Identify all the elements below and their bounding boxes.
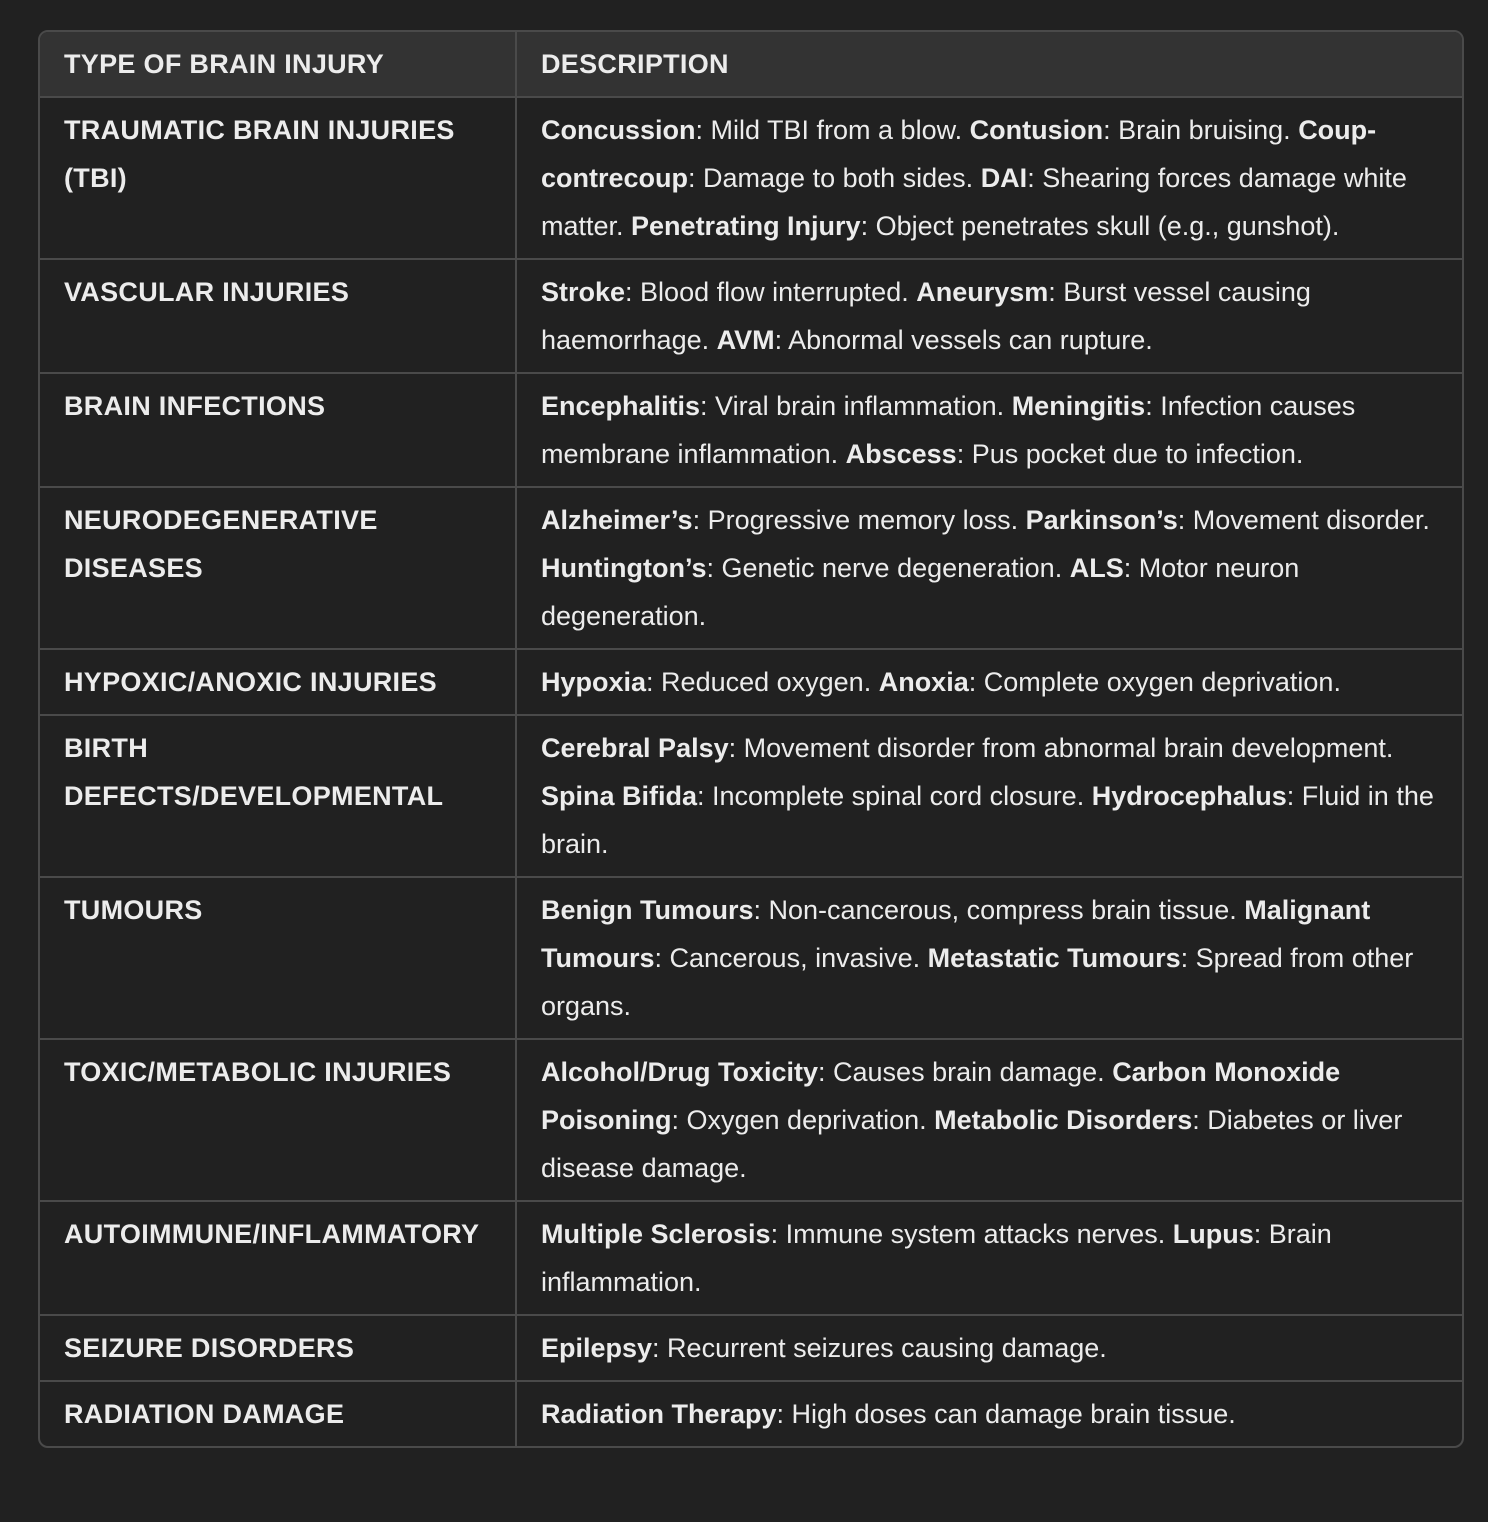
table-row xyxy=(40,715,1462,877)
condition-term: Alcohol/Drug Toxicity xyxy=(541,1057,819,1087)
table-row xyxy=(40,649,1462,715)
injury-type-cell: TUMOURS xyxy=(40,877,516,1039)
condition-term: Benign Tumours xyxy=(541,895,754,925)
condition-term: Penetrating Injury xyxy=(631,211,861,241)
condition-definition: : Blood flow interrupted. xyxy=(625,277,917,307)
table-row xyxy=(40,259,1462,373)
injury-description-cell xyxy=(516,715,1462,877)
condition-definition: : Abnormal vessels can rupture. xyxy=(774,325,1153,355)
condition-definition: : Immune system attacks nerves. xyxy=(770,1219,1173,1249)
injury-description-cell xyxy=(516,373,1462,487)
condition-term: Spina Bifida xyxy=(541,781,698,811)
injury-description-cell xyxy=(516,259,1462,373)
condition-definition: : Complete oxygen deprivation. xyxy=(968,667,1341,697)
condition-term: Metastatic Tumours xyxy=(927,943,1181,973)
table-row xyxy=(40,877,1462,1039)
condition-term: AVM xyxy=(716,325,775,355)
condition-term: Carbon Monoxide Poisoning xyxy=(541,1057,1341,1135)
condition-term: Alzheimer’s xyxy=(541,505,693,535)
condition-term: Abscess xyxy=(845,439,957,469)
condition-definition: : Incomplete spinal cord closure. xyxy=(697,781,1092,811)
condition-term: Lupus xyxy=(1172,1219,1254,1249)
condition-definition: : Spread from other organs. xyxy=(541,943,1414,1021)
condition-definition: : High doses can damage brain tissue. xyxy=(776,1399,1236,1429)
condition-definition: : Movement disorder from abnormal brain development. xyxy=(728,733,1394,763)
column-header-type: TYPE OF BRAIN INJURY xyxy=(40,32,516,97)
brain-injury-table xyxy=(40,32,1462,1446)
table-row xyxy=(40,1039,1462,1201)
table-row xyxy=(40,1201,1462,1315)
condition-definition: : Recurrent seizures causing damage. xyxy=(652,1333,1107,1363)
table-header xyxy=(40,32,1462,97)
injury-description-cell xyxy=(516,1039,1462,1201)
condition-term: Parkinson’s xyxy=(1025,505,1178,535)
injury-description-cell xyxy=(516,1381,1462,1446)
injury-type-cell: RADIATION DAMAGE xyxy=(40,1381,516,1446)
condition-definition: : Pus pocket due to infection. xyxy=(956,439,1304,469)
condition-definition: : Oxygen deprivation. xyxy=(671,1105,935,1135)
injury-type-cell: VASCULAR INJURIES xyxy=(40,259,516,373)
condition-definition: : Burst vessel causing haemorrhage. xyxy=(541,277,1311,355)
injury-type-cell: BRAIN INFECTIONS xyxy=(40,373,516,487)
condition-term: Aneurysm xyxy=(916,277,1049,307)
condition-definition: : Progressive memory loss. xyxy=(692,505,1026,535)
injury-type-cell: AUTOIMMUNE/INFLAMMATORY xyxy=(40,1201,516,1315)
condition-term: Radiation Therapy xyxy=(541,1399,777,1429)
condition-term: Huntington’s xyxy=(541,553,707,583)
condition-term: Epilepsy xyxy=(541,1333,653,1363)
condition-term: DAI xyxy=(980,163,1028,193)
condition-term: Concussion xyxy=(541,115,696,145)
injury-description-cell xyxy=(516,649,1462,715)
injury-description-cell xyxy=(516,877,1462,1039)
condition-definition: : Infection causes membrane inflammation. xyxy=(541,391,1356,469)
injury-type-cell: TOXIC/METABOLIC INJURIES xyxy=(40,1039,516,1201)
condition-definition: : Genetic nerve degeneration. xyxy=(706,553,1070,583)
condition-definition: : Object penetrates skull (e.g., gunshot). xyxy=(860,211,1340,241)
condition-definition: : Causes brain damage. xyxy=(818,1057,1113,1087)
condition-term: Hypoxia xyxy=(541,667,647,697)
table-row xyxy=(40,487,1462,649)
table-row xyxy=(40,97,1462,259)
injury-type-cell: BIRTH DEFECTS/DEVELOPMENTAL xyxy=(40,715,516,877)
condition-term: Meningitis xyxy=(1011,391,1146,421)
injury-description-cell xyxy=(516,487,1462,649)
injury-description-cell xyxy=(516,97,1462,259)
condition-definition: : Shearing forces damage white matter. xyxy=(541,163,1407,241)
condition-definition: : Fluid in the brain. xyxy=(541,781,1434,859)
condition-term: ALS xyxy=(1069,553,1124,583)
condition-term: Metabolic Disorders xyxy=(934,1105,1193,1135)
condition-term: Malignant Tumours xyxy=(541,895,1371,973)
condition-definition: : Diabetes or liver disease damage. xyxy=(541,1105,1403,1183)
injury-type-cell: SEIZURE DISORDERS xyxy=(40,1315,516,1381)
condition-definition: : Mild TBI from a blow. xyxy=(695,115,970,145)
table-row xyxy=(40,1381,1462,1446)
table-row xyxy=(40,1315,1462,1381)
condition-term: Stroke xyxy=(541,277,626,307)
table-row xyxy=(40,373,1462,487)
brain-injury-table-container xyxy=(38,30,1464,1448)
table-body xyxy=(40,97,1462,1446)
injury-type-cell: TRAUMATIC BRAIN INJURIES (TBI) xyxy=(64,115,455,193)
injury-description-cell xyxy=(516,1315,1462,1381)
condition-term: Hydrocephalus xyxy=(1091,781,1287,811)
table-header-row xyxy=(40,32,1462,97)
condition-definition: : Non-cancerous, compress brain tissue. xyxy=(753,895,1245,925)
condition-term: Cerebral Palsy xyxy=(541,733,729,763)
condition-term: Anoxia xyxy=(878,667,969,697)
injury-type-cell: NEURODEGENERATIVE DISEASES xyxy=(40,487,516,649)
injury-type-cell: HYPOXIC/ANOXIC INJURIES xyxy=(40,649,516,715)
condition-definition: : Damage to both sides. xyxy=(688,163,981,193)
condition-definition: : Brain bruising. xyxy=(1103,115,1299,145)
injury-description-cell xyxy=(516,1201,1462,1315)
condition-definition: : Motor neuron degeneration. xyxy=(541,553,1300,631)
condition-definition: : Viral brain inflammation. xyxy=(700,391,1012,421)
condition-definition: : Reduced oxygen. xyxy=(646,667,879,697)
condition-definition: : Movement disorder. xyxy=(1177,505,1430,535)
condition-term: Coup-contrecoup xyxy=(541,115,1377,193)
column-header-description: DESCRIPTION xyxy=(516,32,1462,97)
condition-term: Contusion xyxy=(969,115,1104,145)
condition-definition: : Cancerous, invasive. xyxy=(654,943,928,973)
condition-definition: : Brain inflammation. xyxy=(541,1219,1332,1297)
condition-term: Encephalitis xyxy=(541,391,701,421)
condition-term: Multiple Sclerosis xyxy=(541,1219,771,1249)
